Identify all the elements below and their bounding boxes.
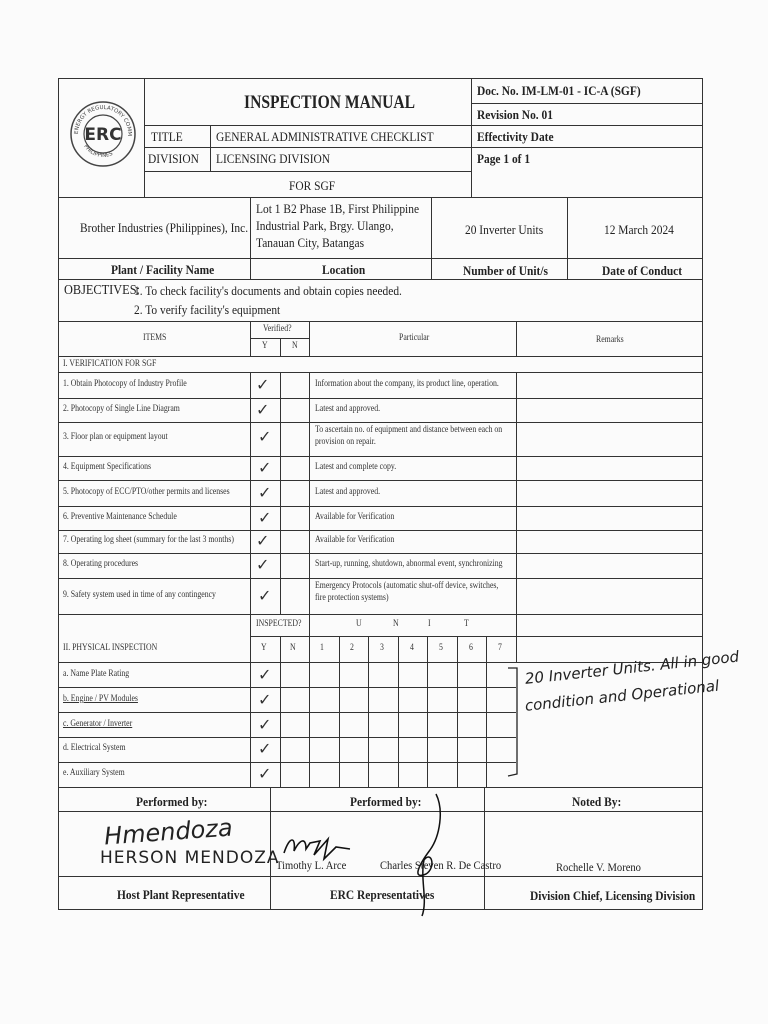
erc-rep-2-name: Charles Steven R. De Castro (380, 858, 502, 872)
row-item: 7. Operating log sheet (summary for the last 3 months) (63, 535, 234, 545)
verified-n-header: N (292, 341, 298, 351)
row-particular: Available for Verification (315, 512, 395, 522)
row-particular: Start-up, running, shutdown, abnormal event, synchronizing (315, 559, 503, 569)
row-item: d. Electrical System (63, 743, 126, 753)
inspected-n: N (290, 643, 296, 653)
units-label: Number of Unit/s (463, 263, 548, 278)
check-mark: ✓ (258, 508, 272, 527)
date-label: Date of Conduct (602, 263, 683, 278)
row-particular: Latest and approved. (315, 487, 381, 497)
facility-name: Brother Industries (Philippines), Inc. (80, 220, 249, 235)
row-item: 1. Obtain Photocopy of Industry Profile (63, 379, 187, 389)
particular-header: Particular (399, 333, 430, 343)
unit-letter-u: U (356, 619, 362, 629)
row-item: 6. Preventive Maintenance Schedule (63, 512, 177, 522)
page-number: Page 1 of 1 (477, 151, 531, 166)
host-printed-name: HERSON MENDOZA (100, 848, 280, 868)
check-mark: ✓ (256, 375, 270, 394)
unit-number: 6 (469, 643, 473, 653)
effectivity-date: Effectivity Date (477, 129, 554, 144)
check-mark: ✓ (256, 400, 270, 419)
check-mark: ✓ (256, 555, 270, 574)
row-item: 2. Photocopy of Single Line Diagram (63, 404, 180, 414)
check-mark: ✓ (258, 739, 272, 758)
erc-rep-1-name: Timothy L. Arce (276, 858, 347, 872)
location-label: Location (322, 262, 366, 277)
handwritten-remark-line2: condition and Operational (524, 676, 720, 715)
performed-by-host-label: Performed by: (136, 794, 208, 809)
logo-text: ERC (84, 125, 122, 145)
logo-bottom-text: PHILIPPINES (82, 143, 114, 159)
unit-number: 5 (439, 643, 443, 653)
row-item: 3. Floor plan or equipment layout (63, 432, 168, 442)
check-mark: ✓ (258, 427, 272, 446)
noted-role: Division Chief, Licensing Division (530, 888, 696, 903)
inspected-header: INSPECTED? (256, 619, 302, 629)
manual-title: INSPECTION MANUAL (244, 92, 415, 113)
row-particular: Available for Verification (315, 535, 395, 545)
unit-number: 3 (380, 643, 384, 653)
unit-number: 1 (320, 643, 324, 653)
check-mark: ✓ (258, 458, 272, 477)
title-label: TITLE (151, 129, 183, 144)
host-role: Host Plant Representative (117, 887, 245, 902)
row-item: 4. Equipment Specifications (63, 462, 152, 472)
division-label: DIVISION (148, 151, 199, 166)
facility-date: 12 March 2024 (604, 222, 674, 237)
facility-location: Lot 1 B2 Phase 1B, First Philippine Industrial Park, Brgy. Ulango, Tanauan City, Batangas (256, 201, 420, 250)
unit-letter-i: I (428, 619, 431, 629)
row-item: a. Name Plate Rating (63, 669, 130, 679)
check-mark: ✓ (258, 764, 272, 783)
row-particular: Emergency Protocols (automatic shut-off device, switches, fire protection systems) (315, 581, 499, 603)
row-item: 9. Safety system used in time of any contingency (63, 590, 216, 600)
unit-number: 2 (350, 643, 354, 653)
handwritten-bracket (506, 666, 520, 778)
check-mark: ✓ (258, 690, 272, 709)
items-header: ITEMS (143, 333, 167, 343)
host-signature: Hmendoza (103, 813, 234, 851)
handwritten-remark-line1: 20 Inverter Units. All in good (524, 647, 740, 688)
section2-title: II. PHYSICAL INSPECTION (63, 643, 158, 653)
verified-y-header: Y (262, 341, 268, 351)
revision-number: Revision No. 01 (477, 107, 553, 122)
check-mark: ✓ (258, 483, 272, 502)
unit-letter-n: N (393, 619, 399, 629)
facility-name-label: Plant / Facility Name (111, 262, 215, 277)
row-particular: Information about the company, its product line, operation. (315, 379, 499, 389)
row-item: 5. Photocopy of ECC/PTO/other permits and licenses (63, 487, 230, 497)
logo-ring-text: ENERGY REGULATORY COMM (73, 104, 133, 137)
erc-logo (70, 84, 136, 186)
row-particular: To ascertain no. of equipment and distance between each on provision on repair. (315, 425, 503, 447)
verified-header: Verified? (263, 324, 292, 334)
row-item: 8. Operating procedures (63, 559, 139, 569)
objective-1: 1. To check facility's documents and obtain copies needed. (134, 283, 402, 298)
check-mark: ✓ (256, 531, 270, 550)
doc-number: Doc. No. IM-LM-01 - IC-A (SGF) (477, 83, 641, 98)
remarks-header: Remarks (596, 335, 624, 345)
objectives-label: OBJECTIVES: (64, 283, 140, 298)
unit-number: 4 (410, 643, 414, 653)
noted-by-label: Noted By: (572, 794, 622, 809)
unit-letter-t: T (464, 619, 469, 629)
inspected-y: Y (261, 643, 267, 653)
performed-by-erc-label: Performed by: (350, 794, 422, 809)
row-particular: Latest and approved. (315, 404, 381, 414)
objective-2: 2. To verify facility's equipment (134, 302, 281, 317)
division-value: LICENSING DIVISION (216, 151, 331, 166)
section1-title: I. VERIFICATION FOR SGF (63, 359, 157, 369)
unit-number: 7 (498, 643, 502, 653)
row-item: b. Engine / PV Modules (63, 694, 138, 704)
title-value: GENERAL ADMINISTRATIVE CHECKLIST (216, 129, 434, 144)
check-mark: ✓ (258, 665, 272, 684)
facility-units: 20 Inverter Units (465, 222, 544, 237)
erc-role: ERC Representatives (330, 887, 435, 902)
row-item: e. Auxiliary System (63, 768, 125, 778)
check-mark: ✓ (258, 715, 272, 734)
noted-by-name: Rochelle V. Moreno (556, 860, 641, 874)
check-mark: ✓ (258, 586, 272, 605)
row-item: c. Generator / Inverter (63, 719, 133, 729)
for-sgf-label: FOR SGF (289, 178, 336, 193)
row-particular: Latest and complete copy. (315, 462, 397, 472)
